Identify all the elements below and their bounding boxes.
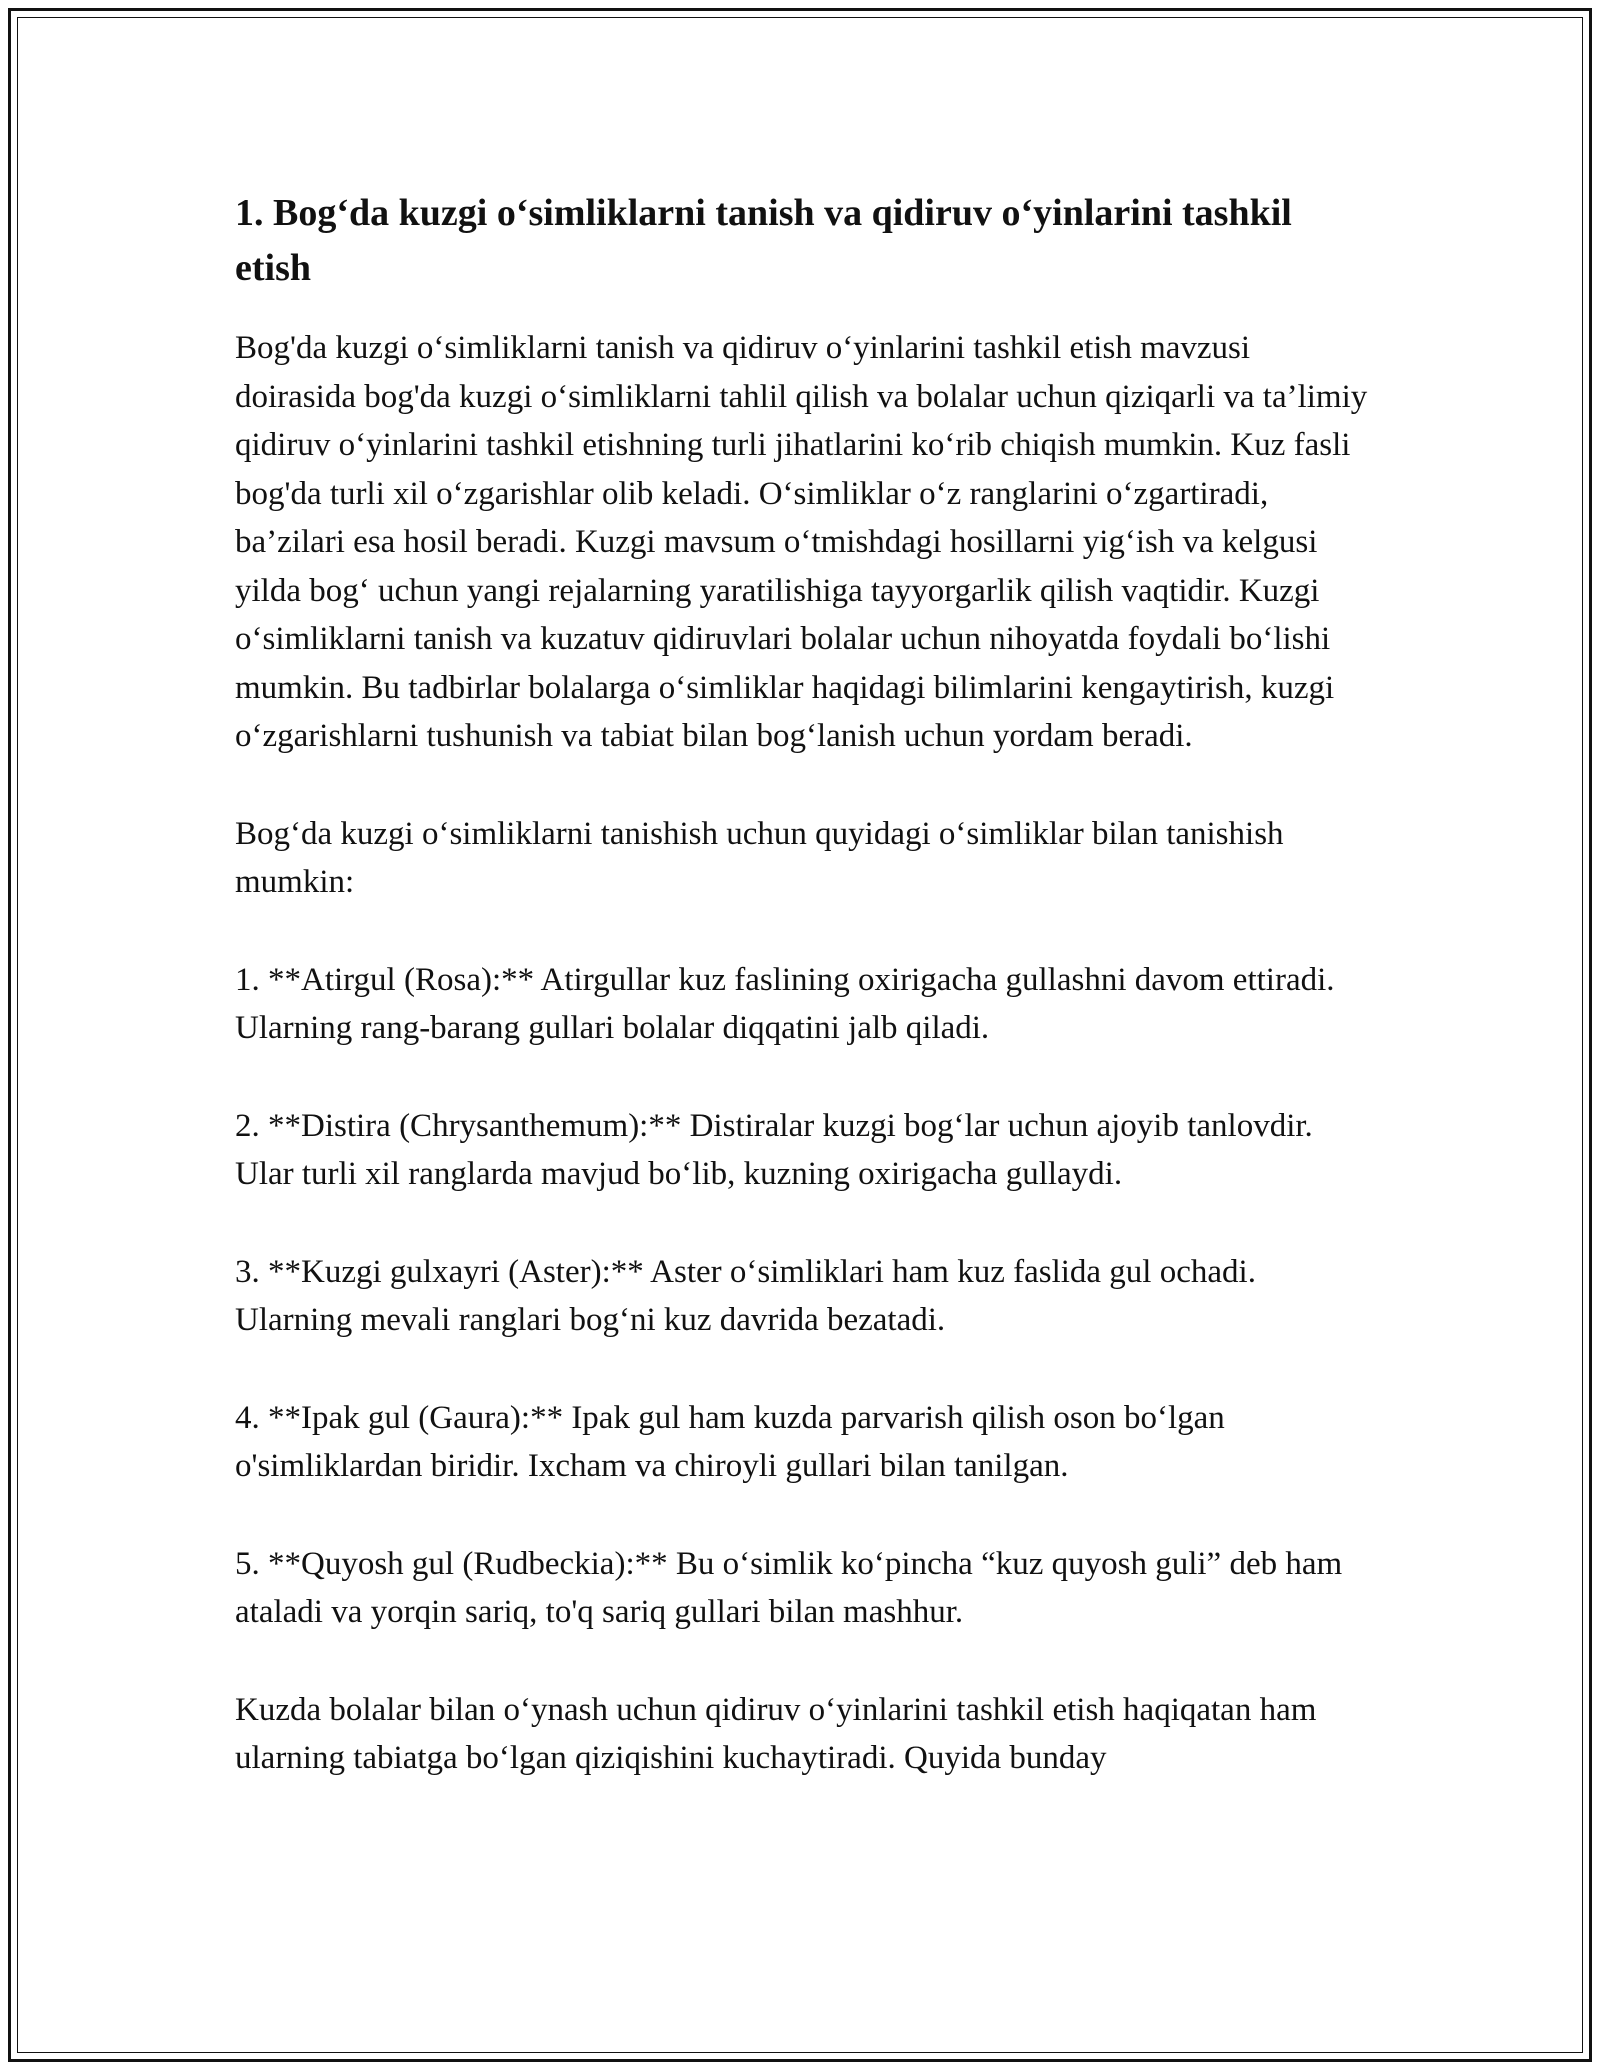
document-body (235, 186, 1375, 1832)
list-item-atirgul: 1. **Atirgul (Rosa):** Atirgullar kuz faslining oxirigacha gullashni davom ettiradi. Ularning rang-barang gullari bolalar diqqatini jalb qiladi. (235, 961, 1335, 1046)
list-item-aster: 3. **Kuzgi gulxayri (Aster):** Aster o‘simliklari ham kuz faslida gul ochadi. Ularning mevali ranglari bog‘ni kuz davrida bezatadi. (235, 1253, 1256, 1338)
list-item-quyosh-gul: 5. **Quyosh gul (Rudbeckia):** Bu o‘simlik ko‘pincha “kuz quyosh guli” deb ham ataladi va yorqin sariq, to'q sariq gullari bilan mashhur. (235, 1545, 1343, 1630)
list-item-ipak-gul: 4. **Ipak gul (Gaura):** Ipak gul ham kuzda parvarish qilish oson bo‘lgan o'simliklardan biridir. Ixcham va chiroyli gullari bilan tanilgan. (235, 1399, 1225, 1484)
list-item-distira: 2. **Distira (Chrysanthemum):** Distiralar kuzgi bog‘lar uchun ajoyib tanlovdir. Ular turli xil ranglarda mavjud bo‘lib, kuzning oxirigacha gullaydi. (235, 1107, 1313, 1192)
plants-intro-paragraph: Bog‘da kuzgi o‘simliklarni tanishish uchun quyidagi o‘simliklar bilan tanishish mumkin: (235, 815, 1284, 900)
section-heading: 1. Bog‘da kuzgi o‘simliklarni tanish va qidiruv o‘yinlarini tashkil etish (235, 192, 1292, 289)
intro-paragraph: Bog'da kuzgi o‘simliklarni tanish va qidiruv o‘yinlarini tashkil etish mavzusi doirasida bog'da kuzgi o‘simliklarni tahlil qilish va bolalar uchun qiziqarli va ta’limiy qidiruv o‘yinlarini tashkil etishning turli jihatlarini ko‘rib chiqish mumkin. Kuz fasli bog'da turli xil o‘zgarishlar olib keladi. O‘simliklar o‘z ranglarini o‘zgartiradi, ba’zilari esa hosil beradi. Kuzgi mavsum o‘tmishdagi hosillarni yig‘ish va kelgusi yilda bog‘ uchun yangi rejalarning yaratilishiga tayyorgarlik qilish vaqtidir. Kuzgi o‘simliklarni tanish va kuzatuv qidiruvlari bolalar uchun nihoyatda foydali bo‘lishi mumkin. Bu tadbirlar bolalarga o‘simliklar haqidagi bilimlarini kengaytirish, kuzgi o‘zgarishlarni tushunish va tabiat bilan bog‘lanish uchun yordam beradi. (235, 330, 1368, 754)
closing-paragraph: Kuzda bolalar bilan o‘ynash uchun qidiruv o‘yinlarini tashkil etish haqiqatan ham ularning tabiatga bo‘lgan qiziqishini kuchaytiradi. Quyida bunday (235, 1691, 1317, 1776)
